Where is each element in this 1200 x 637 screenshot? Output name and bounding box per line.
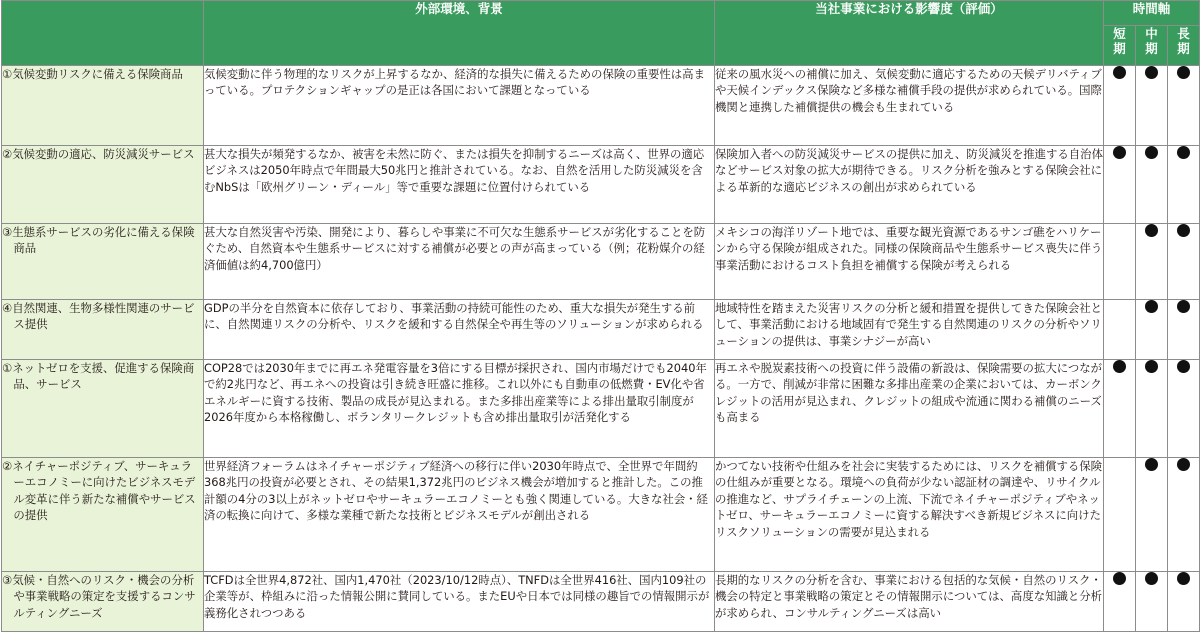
term-short-label: 短期 bbox=[1113, 26, 1126, 56]
table-row bbox=[2, 572, 1200, 632]
mid-term-dot bbox=[1145, 66, 1158, 79]
row-impact: 地域特性を踏まえた災害リスクの分析と緩和措置を提供してきた保険会社として、事業活動における地域固有で発生する自然関連のリスクの分析やソリューションの提供は、事業シナジーが高い bbox=[715, 300, 1104, 360]
risk-opportunity-table bbox=[1, 0, 1200, 632]
header-background: 外部環境、背景 bbox=[204, 1, 715, 66]
header-term-long bbox=[1168, 26, 1200, 66]
mid-term-dot bbox=[1145, 224, 1158, 237]
row-long-cell bbox=[1168, 458, 1200, 572]
row-long-cell bbox=[1168, 224, 1200, 300]
row-short-cell bbox=[1104, 572, 1136, 632]
row-mid-cell bbox=[1136, 224, 1168, 300]
table-row bbox=[2, 300, 1200, 360]
row-background: 気候変動に伴う物理的なリスクが上昇するなか、経済的な損失に備えるための保険の重要性は高まっている。プロテクションギャップの是正は各国において課題となっている bbox=[204, 66, 715, 146]
row-long-cell bbox=[1168, 66, 1200, 146]
row-short-cell bbox=[1104, 458, 1136, 572]
long-term-dot bbox=[1177, 458, 1190, 471]
row-impact: 従来の風水災への補償に加え、気候変動に適応するための天候デリバティブや天候インデックス保険など多様な補償手段の提供が求められている。国際機関と連携した補償提供の機会も生まれている bbox=[715, 66, 1104, 146]
row-background: TCFDは全世界4,872社、国内1,470社（2023/10/12時点）、TNFDは全世界416社、国内109社の企業等が、枠組みに沿った情報公開に賛同している。またEUや日本では同様の趣旨での情報開示が義務化されつつある bbox=[204, 572, 715, 632]
row-long-cell bbox=[1168, 146, 1200, 224]
row-category: ④自然関連、生物多様性関連のサービス提供 bbox=[2, 301, 195, 332]
short-term-dot bbox=[1113, 66, 1126, 79]
row-category: ②気候変動の適応、防災減災サービス bbox=[2, 147, 195, 161]
row-long-cell bbox=[1168, 360, 1200, 458]
row-impact: メキシコの海洋リゾート地では、重要な観光資源であるサンゴ礁をハリケーンから守る保険が組成された。同様の保険商品や生態系サービス喪失に伴う事業活動におけるコスト負担を補償する保険が考えられる bbox=[715, 224, 1104, 300]
short-term-dot bbox=[1113, 360, 1126, 373]
table-row bbox=[2, 360, 1200, 458]
row-impact: かつてない技術や仕組みを社会に実装するためには、リスクを補償する保険の仕組みが重要となる。環境への負荷が少ない認証材の調達や、リサイクルの推進など、サプライチェーンの上流、下流でネイチャーポジティブやネットゼロ、サーキュラーエコノミーに資する解決すべき新規ビジネスに向けたリスクソリューションの需要が見込まれる bbox=[715, 458, 1104, 572]
long-term-dot bbox=[1177, 146, 1190, 159]
row-background: COP28では2030年までに再エネ発電容量を3倍にする目標が採択され、国内市場だけでも2040年で約2兆円など、再エネへの投資は引き続き旺盛に推移。これ以外にも自動車の低燃費・EV化や省エネルギーに資する技術、製品の成長が見込まれる。また多排出産業等による排出量取引制度が2026年度から本格稼働し、ボランタリークレジットも含め排出量取引が活発化する bbox=[204, 360, 715, 458]
long-term-dot bbox=[1177, 224, 1190, 237]
row-category-cell bbox=[2, 572, 204, 632]
row-impact: 再エネや脱炭素技術への投資に伴う設備の新設は、保険需要の拡大につながる。一方で、削減が非常に困難な多排出産業の企業においては、カーボンクレジットの活用が見込まれ、クレジットの組成や流通に関わる補償のニーズも高まる bbox=[715, 360, 1104, 458]
row-short-cell bbox=[1104, 146, 1136, 224]
row-impact: 保険加入者への防災減災サービスの提供に加え、防災減災を推進する自治体などサービス対象の拡大が期待できる。リスク分析を強みとする保険会社による革新的な適応ビジネスの創出が求められている bbox=[715, 146, 1104, 224]
row-background: 世界経済フォーラムはネイチャーポジティブ経済への移行に伴い2030年時点で、全世界で年間約368兆円の投資が必要とされ、その結果1,372兆円のビジネス機会が増加すると推計した。この推計額の4分の3以上がネットゼロやサーキュラーエコノミーとも強く関連している。大きな社会・経済の転換に向けて、多様な業種で新たな技術とビジネスモデルが創出される bbox=[204, 458, 715, 572]
row-category: ②ネイチャーポジティブ、サーキュラーエコノミーに向けたビジネスモデル変革に伴う新たな補償やサービスの提供 bbox=[2, 459, 196, 523]
mid-term-dot bbox=[1145, 572, 1158, 585]
row-category-cell bbox=[2, 66, 204, 146]
row-category-cell bbox=[2, 458, 204, 572]
row-category-cell bbox=[2, 146, 204, 224]
row-long-cell bbox=[1168, 572, 1200, 632]
row-category-cell bbox=[2, 224, 204, 300]
header-time-axis: 時間軸 bbox=[1104, 1, 1200, 26]
row-category: ③生態系サービスの劣化に備える保険商品 bbox=[2, 225, 195, 256]
row-short-cell bbox=[1104, 360, 1136, 458]
row-category-cell bbox=[2, 300, 204, 360]
table-row bbox=[2, 66, 1200, 146]
row-mid-cell bbox=[1136, 360, 1168, 458]
mid-term-dot bbox=[1145, 300, 1158, 313]
row-category: ③気候・自然へのリスク・機会の分析や事業戦略の策定を支援するコンサルティングニーズ bbox=[2, 573, 196, 620]
term-mid-label: 中期 bbox=[1145, 26, 1158, 56]
header-category-blank bbox=[2, 1, 204, 66]
row-mid-cell bbox=[1136, 572, 1168, 632]
long-term-dot bbox=[1177, 66, 1190, 79]
table-row bbox=[2, 146, 1200, 224]
short-term-dot bbox=[1113, 572, 1126, 585]
row-mid-cell bbox=[1136, 66, 1168, 146]
mid-term-dot bbox=[1145, 146, 1158, 159]
row-category: ①気候変動リスクに備える保険商品 bbox=[2, 67, 183, 81]
mid-term-dot bbox=[1145, 458, 1158, 471]
row-mid-cell bbox=[1136, 300, 1168, 360]
long-term-dot bbox=[1177, 360, 1190, 373]
row-category: ①ネットゼロを支援、促進する保険商品、サービス bbox=[2, 361, 195, 392]
row-category-cell bbox=[2, 360, 204, 458]
short-term-dot bbox=[1113, 146, 1126, 159]
term-long-label: 長期 bbox=[1177, 26, 1190, 56]
row-mid-cell bbox=[1136, 458, 1168, 572]
long-term-dot bbox=[1177, 572, 1190, 585]
table-row bbox=[2, 224, 1200, 300]
row-background: 甚大な自然災害や汚染、開発により、暮らしや事業に不可欠な生態系サービスが劣化することを防ぐため、自然資本や生態系サービスに対する補償が必要との声が高まっている（例；花粉媒介の経済価値は約4,700億円） bbox=[204, 224, 715, 300]
row-impact: 長期的なリスクの分析を含む、事業における包括的な気候・自然のリスク・機会の特定と事業戦略の策定とその情報開示については、高度な知識と分析が求められ、コンサルティングニーズは高い bbox=[715, 572, 1104, 632]
row-short-cell bbox=[1104, 66, 1136, 146]
row-mid-cell bbox=[1136, 146, 1168, 224]
row-short-cell bbox=[1104, 300, 1136, 360]
row-long-cell bbox=[1168, 300, 1200, 360]
table-row bbox=[2, 458, 1200, 572]
row-short-cell bbox=[1104, 224, 1136, 300]
header-term-mid bbox=[1136, 26, 1168, 66]
header-term-short bbox=[1104, 26, 1136, 66]
header-impact: 当社事業における影響度（評価） bbox=[715, 1, 1104, 66]
long-term-dot bbox=[1177, 300, 1190, 313]
mid-term-dot bbox=[1145, 360, 1158, 373]
row-background: 甚大な損失が頻発するなか、被害を未然に防ぐ、または損失を抑制するニーズは高く、世界の適応ビジネスは2050年時点で年間最大50兆円と推計されている。なお、自然を活用した防災減災を含むNbSは「欧州グリーン・ディール」等で重要な課題に位置付けられている bbox=[204, 146, 715, 224]
row-background: GDPの半分を自然資本に依存しており、事業活動の持続可能性のため、重大な損失が発生する前に、自然関連リスクの分析や、リスクを緩和する自然保全や再生等のソリューションが求められる bbox=[204, 300, 715, 360]
